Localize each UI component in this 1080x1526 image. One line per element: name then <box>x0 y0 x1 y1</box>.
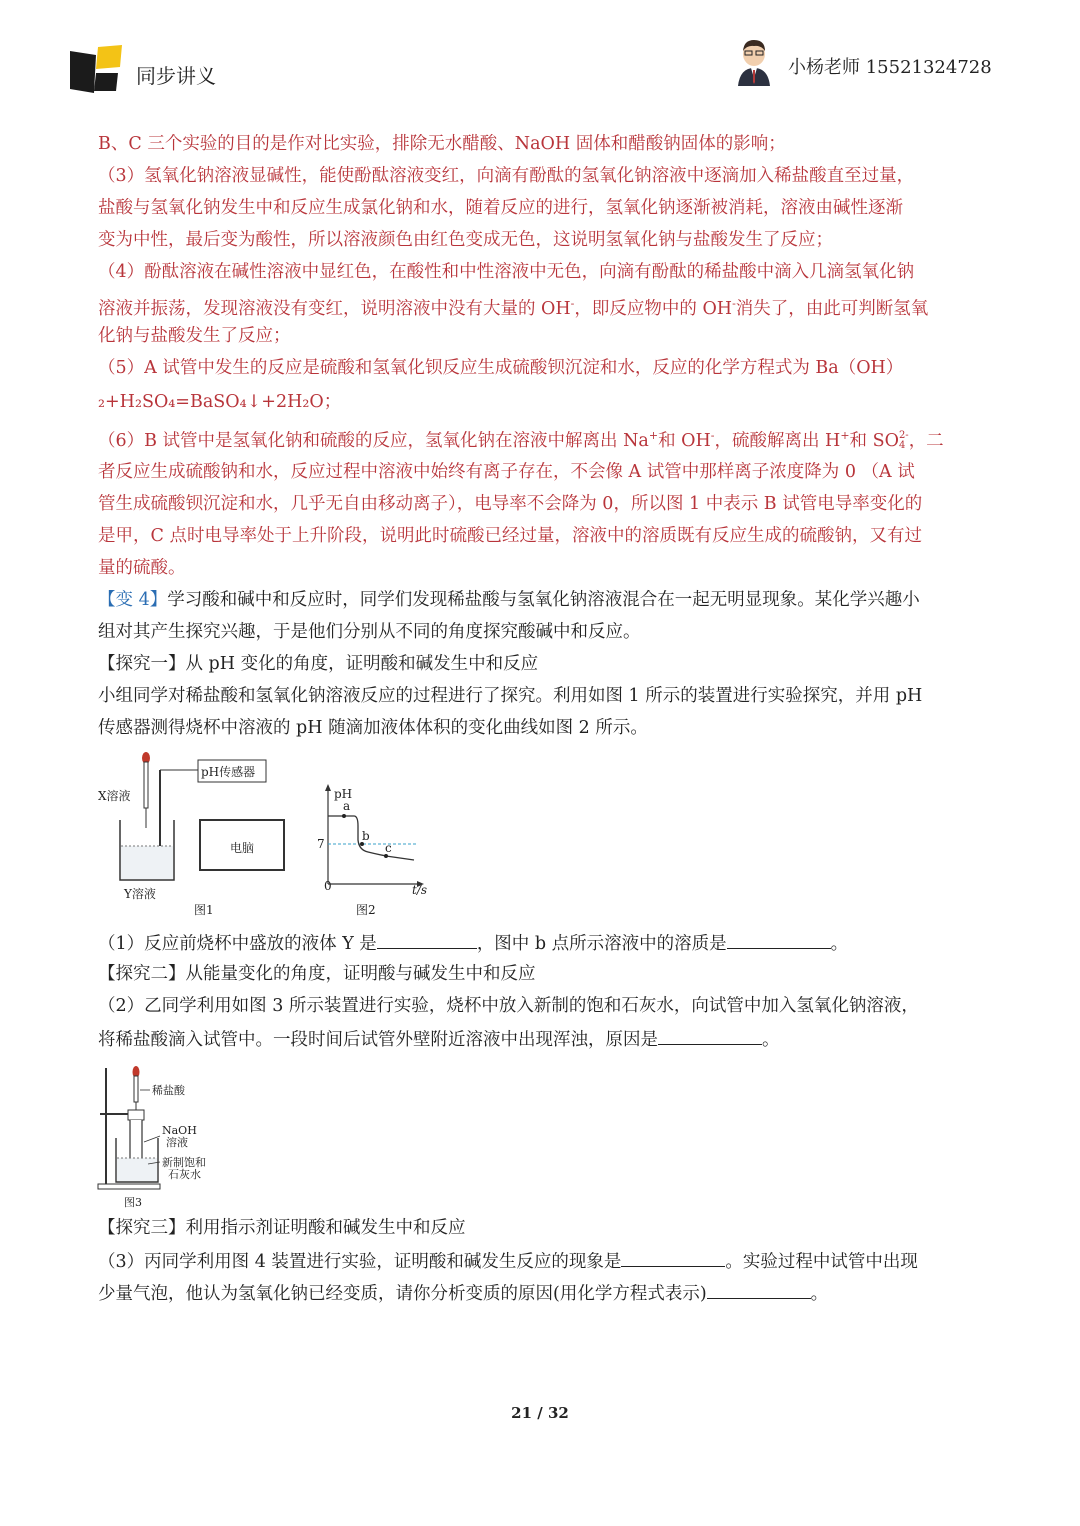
figure-3 <box>96 1064 226 1214</box>
answer-blank[interactable] <box>727 930 831 949</box>
naoh-label: NaOH <box>162 1124 197 1137</box>
ph7-label: 7 <box>317 837 325 851</box>
answer-line: B、C 三个实验的目的是作对比实验，排除无水醋酸、NaOH 固体和醋酸钠固体的影响； <box>98 134 786 154</box>
figure-caption: 图2 <box>356 903 376 917</box>
text-run: ，图中 b 点所示溶液中的溶质是 <box>476 934 727 954</box>
question-line: （2）乙同学利用如图 3 所示装置进行实验，烧杯中放入新制的饱和石灰水，向试管中加入氢氧化钠溶液， <box>98 996 919 1016</box>
text-run: 将稀盐酸滴入试管中。一段时间后试管外壁附近溶液中出现浑浊，原因是 <box>98 1030 658 1050</box>
teacher-contact: 小杨老师 15521324728 <box>788 57 992 78</box>
text-run: 和 OH <box>658 430 711 451</box>
dropper-tube <box>144 762 148 808</box>
text-run: ，硫酸解离出 H <box>714 430 841 451</box>
teacher-avatar-icon <box>734 38 774 86</box>
dropper-tube <box>134 1076 138 1102</box>
answer-line: 化钠与盐酸发生了反应； <box>98 326 291 346</box>
question-line: 组对其产生探究兴趣，于是他们分别从不同的角度探究酸碱中和反应。 <box>98 622 641 642</box>
sensor-label: pH传感器 <box>201 765 256 779</box>
figure-caption: 图3 <box>124 1196 142 1209</box>
page-header <box>0 0 1080 110</box>
answer-line: 量的硫酸。 <box>98 558 186 578</box>
figure-1 <box>96 748 296 920</box>
ion-sup: - <box>710 429 715 442</box>
question-line <box>98 1026 780 1052</box>
section-heading: 【探究一】从 pH 变化的角度，证明酸和碱发生中和反应 <box>98 654 539 674</box>
ion-sup: 2- <box>898 430 909 442</box>
question-line: 小组同学对稀盐酸和氢氧化钠溶液反应的过程进行了探究。利用如图 1 所示的装置进行实验探究，并用 pH <box>98 686 923 706</box>
ion-sub: 4 <box>898 440 906 452</box>
text-run: （6）B 试管中是氢氧化钠和硫酸的反应，氢氧化钠在溶液中解离出 Na <box>98 430 649 451</box>
naoh-label: 溶液 <box>166 1136 188 1149</box>
figure-caption: 图1 <box>194 903 214 917</box>
text-run: 。实验过程中试管中出现 <box>725 1252 918 1272</box>
answer-blank[interactable] <box>658 1026 762 1045</box>
section-heading: 【探究三】利用指示剂证明酸和碱发生中和反应 <box>98 1218 466 1238</box>
point-a-label: a <box>343 799 351 813</box>
x-solution-label: X溶液 <box>98 789 131 803</box>
acid-label: 稀盐酸 <box>152 1084 185 1097</box>
text-run: 少量气泡，他认为氢氧化钠已经变质，请你分析变质的原因(用化学方程式表示) <box>98 1284 707 1304</box>
lime-water <box>117 1158 157 1181</box>
answer-line: 管生成硫酸钡沉淀和水，几乎无自由移动离子），电导率不会降为 0，所以图 1 中表示 B 试管电导率变化的 <box>98 494 923 514</box>
point-b-label: b <box>362 829 370 843</box>
y-axis-label: pH <box>334 787 353 801</box>
lime-label: 新制饱和 <box>162 1156 206 1169</box>
ion-sup: + <box>840 429 850 442</box>
origin-label: 0 <box>324 879 332 893</box>
figure-2 <box>310 780 434 920</box>
text-run: ，二 <box>908 430 944 451</box>
brand-title: 同步讲义 <box>136 64 216 88</box>
lime-label: 石灰水 <box>168 1168 201 1181</box>
beaker-liquid <box>121 846 173 879</box>
answer-line: （4）酚酞溶液在碱性溶液中显红色，在酸性和中性溶液中无色，向滴有酚酞的稀盐酸中滴入几滴氢氧化钠 <box>98 262 915 282</box>
question-tag: 【变 4】 <box>98 590 168 610</box>
text-run: ，即反应物中的 OH <box>574 298 733 319</box>
ion-sup: - <box>570 297 575 310</box>
x-axis-label: t/s <box>412 883 428 897</box>
answer-line <box>98 424 944 453</box>
ion-sup: + <box>648 429 659 442</box>
ion-sup: - <box>732 297 736 310</box>
answer-blank[interactable] <box>377 930 477 949</box>
question-line <box>98 930 848 956</box>
answer-line <box>98 292 928 321</box>
y-solution-label: Y溶液 <box>124 887 156 901</box>
question-line <box>98 1280 828 1306</box>
answer-line: （5）A 试管中发生的反应是硫酸和氢氧化钡反应生成硫酸钡沉淀和水，反应的化学方程式为 Ba（OH） <box>98 358 904 378</box>
section-heading: 【探究二】从能量变化的角度，证明酸与碱发生中和反应 <box>98 964 536 984</box>
answer-line: ₂+H₂SO₄=BaSO₄↓+2H₂O； <box>98 392 342 412</box>
text-run: （3）丙同学利用图 4 装置进行实验，证明酸和碱发生反应的现象是 <box>98 1252 622 1272</box>
text-run: 。 <box>830 934 849 954</box>
text-run: 溶液并振荡，发现溶液没有变红，说明溶液中没有大量的 OH <box>98 298 571 319</box>
text-run: 消失了，由此可判断氢氧 <box>735 298 929 319</box>
page-number: 21 / 32 <box>511 1404 569 1422</box>
sulfate-charge <box>899 431 909 451</box>
computer-label: 电脑 <box>230 841 255 855</box>
point-c-label: c <box>385 841 392 855</box>
text-run: 。 <box>762 1030 780 1050</box>
answer-blank[interactable] <box>621 1248 725 1267</box>
answer-line: 变为中性，最后变为酸性，所以溶液颜色由红色变成无色，这说明氢氧化钠与盐酸发生了反应； <box>98 230 833 250</box>
question-line: 传感器测得烧杯中溶液的 pH 随滴加液体体积的变化曲线如图 2 所示。 <box>98 718 648 738</box>
stand-base <box>98 1184 160 1189</box>
answer-line: 者反应生成硫酸钠和水，反应过程中溶液中始终有离子存在，不会像 A 试管中那样离子浓度降为 0 （A 试 <box>98 462 915 482</box>
point-a <box>342 814 346 818</box>
ph-curve <box>328 816 414 860</box>
answer-line: 盐酸与氢氧化钠发生中和反应生成氯化钠和水，随着反应的进行，氢氧化钠逐渐被消耗，溶液由碱性逐渐 <box>98 198 903 218</box>
text-run: 学习酸和碱中和反应时，同学们发现稀盐酸与氢氧化钠溶液混合在一起无明显现象。某化学兴趣小 <box>167 590 920 610</box>
logo-icon <box>70 45 126 93</box>
answer-line: 是甲，C 点时电导率处于上升阶段，说明此时硫酸已经过量，溶液中的溶质既有反应生成的硫酸钠，又有过 <box>98 526 922 546</box>
question-line <box>98 588 920 612</box>
text-run: （1）反应前烧杯中盛放的液体 Y 是 <box>98 934 377 954</box>
answer-line: （3）氢氧化钠溶液显碱性，能使酚酞溶液变红，向滴有酚酞的氢氧化钠溶液中逐滴加入稀盐酸直至过量， <box>98 166 915 186</box>
question-line <box>98 1248 918 1274</box>
text-run: 和 SO <box>849 430 899 451</box>
text-run: 。 <box>810 1284 829 1304</box>
stopper <box>128 1110 144 1120</box>
answer-blank[interactable] <box>707 1280 811 1299</box>
